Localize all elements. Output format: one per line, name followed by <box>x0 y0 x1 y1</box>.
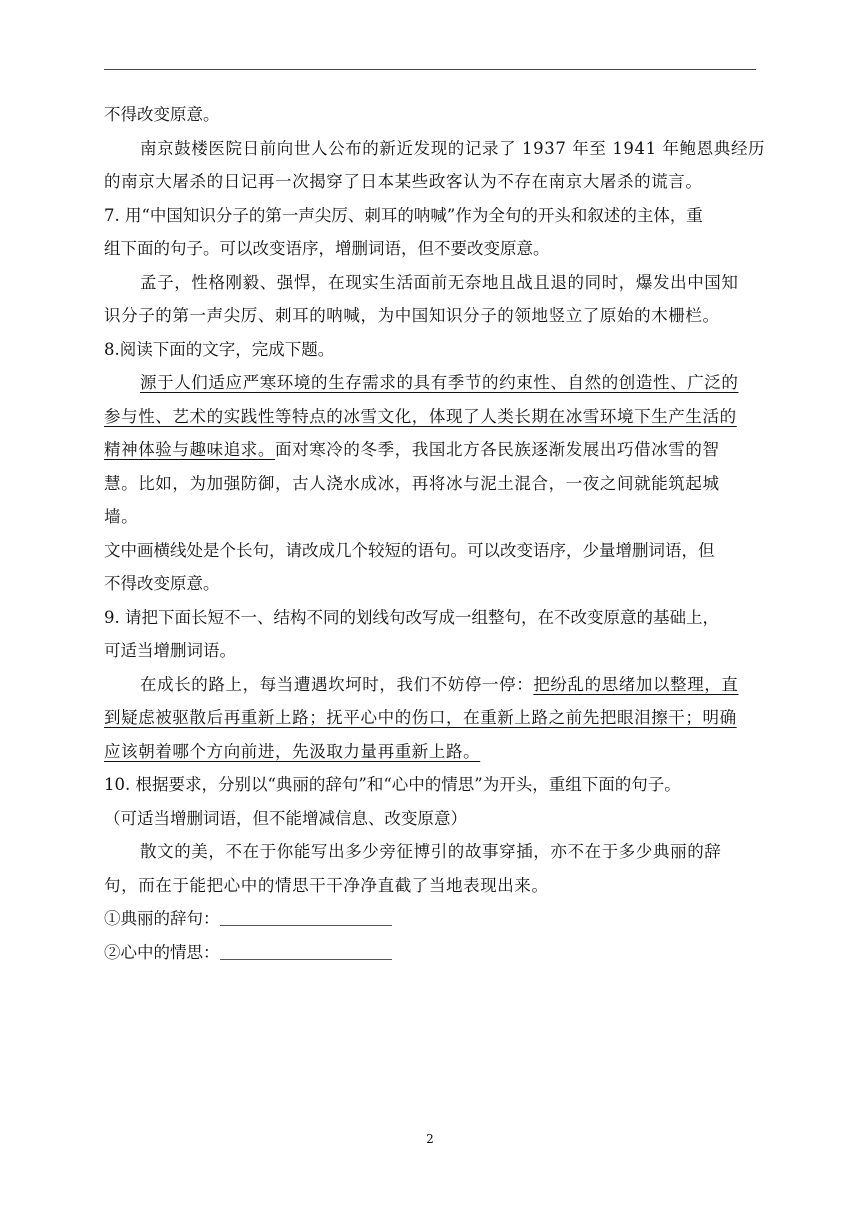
text-line: 文中画横线处是个长句，请改成几个较短的语句。可以改变语序，少量增删词语，但 <box>104 540 715 560</box>
answer-label: ①典丽的辞句： <box>104 909 220 928</box>
question-7-prompt: 7. 用“中国知识分子的第一声尖厉、刺耳的呐喊”作为全句的开头和叙述的主体，重 <box>104 205 703 225</box>
text-line: 不得改变原意。 <box>104 574 220 593</box>
text-line <box>104 433 756 467</box>
answer-blank[interactable] <box>220 907 392 926</box>
text-line: 南京鼓楼医院日前向世人公布的新近发现的记录了 1937 年至 1941 年鲍恩典经历 <box>140 138 766 158</box>
answer-label: ②心中的情思： <box>104 942 220 962</box>
text-line: 识分子的第一声尖厉、刺耳的呐喊，为中国知识分子的领地竖立了原始的木栅栏。 <box>104 306 720 325</box>
question-10-prompt: 10. 根据要求，分别以“典丽的辞句”和“心中的情思”为开头，重组下面的句子。 <box>104 775 681 794</box>
text-line: 可适当增删词语。 <box>104 641 236 660</box>
text-line: 慧。比如，为加强防御，古人浇水成冰，再将冰与泥土混合，一夜之间就能筑起城 <box>104 473 720 493</box>
answer-line-1 <box>104 902 756 936</box>
page-number: 2 <box>426 1132 434 1146</box>
question-10-passage: 散文的美，不在于你能写出多少旁征博引的故事穿插，亦不在于多少典丽的辞 <box>140 842 722 861</box>
underlined-sentence: 源于人们适应严寒环境的生存需求的具有季节的约束性、自然的创造性、广泛的 <box>140 373 739 392</box>
question-7-passage: 孟子，性格刚毅、强悍，在现实生活面前无奈地且战且退的同时，爆发出中国知 <box>140 272 739 292</box>
text-line: 的南京大屠杀的日记再一次揭穿了日本某些政客认为不存在南京大屠杀的谎言。 <box>104 172 703 191</box>
underlined-sentence: 到疑虑被驱散后再重新上路；抚平心中的伤口，在重新上路之前先把眼泪擦干；明确 <box>104 708 737 727</box>
document-body <box>104 98 766 969</box>
text-span: 在成长的路上，每当遭遇坎坷时，我们不妨停一停： <box>140 674 534 694</box>
text-line: 组下面的句子。可以改变语序，增删词语，但不要改变原意。 <box>104 239 550 258</box>
text-span: 面对寒冷的冬季，我国北方各民族逐渐发展出巧借冰雪的智 <box>275 440 720 459</box>
underlined-sentence: 应该朝着哪个方向前进，先汲取力量再重新上路。 <box>104 741 481 761</box>
question-8-prompt: 8.阅读下面的文字，完成下题。 <box>104 339 335 359</box>
text-line: （可适当增删词语，但不能增减信息、改变原意） <box>104 808 467 828</box>
answer-blank[interactable] <box>220 941 392 960</box>
text-line: 句，而在于能把心中的情思干干净净直截了当地表现出来。 <box>104 875 549 895</box>
text-line: 不得改变原意。 <box>104 105 220 124</box>
text-line: 墙。 <box>104 507 139 526</box>
underlined-sentence: 把纷乱的思绪加以整理，直 <box>533 674 739 694</box>
header-rule <box>104 69 756 70</box>
underlined-sentence: 参与性、艺术的实践性等特点的冰雪文化，体现了人类长期在冰雪环境下生产生活的 <box>104 406 737 426</box>
underlined-sentence: 精神体验与趣味追求。 <box>104 440 275 459</box>
question-9-prompt: 9. 请把下面长短不一、结构不同的划线句改写成一组整句，在不改变原意的基础上， <box>104 607 719 627</box>
answer-line-2 <box>104 936 756 970</box>
text-line <box>104 668 756 702</box>
